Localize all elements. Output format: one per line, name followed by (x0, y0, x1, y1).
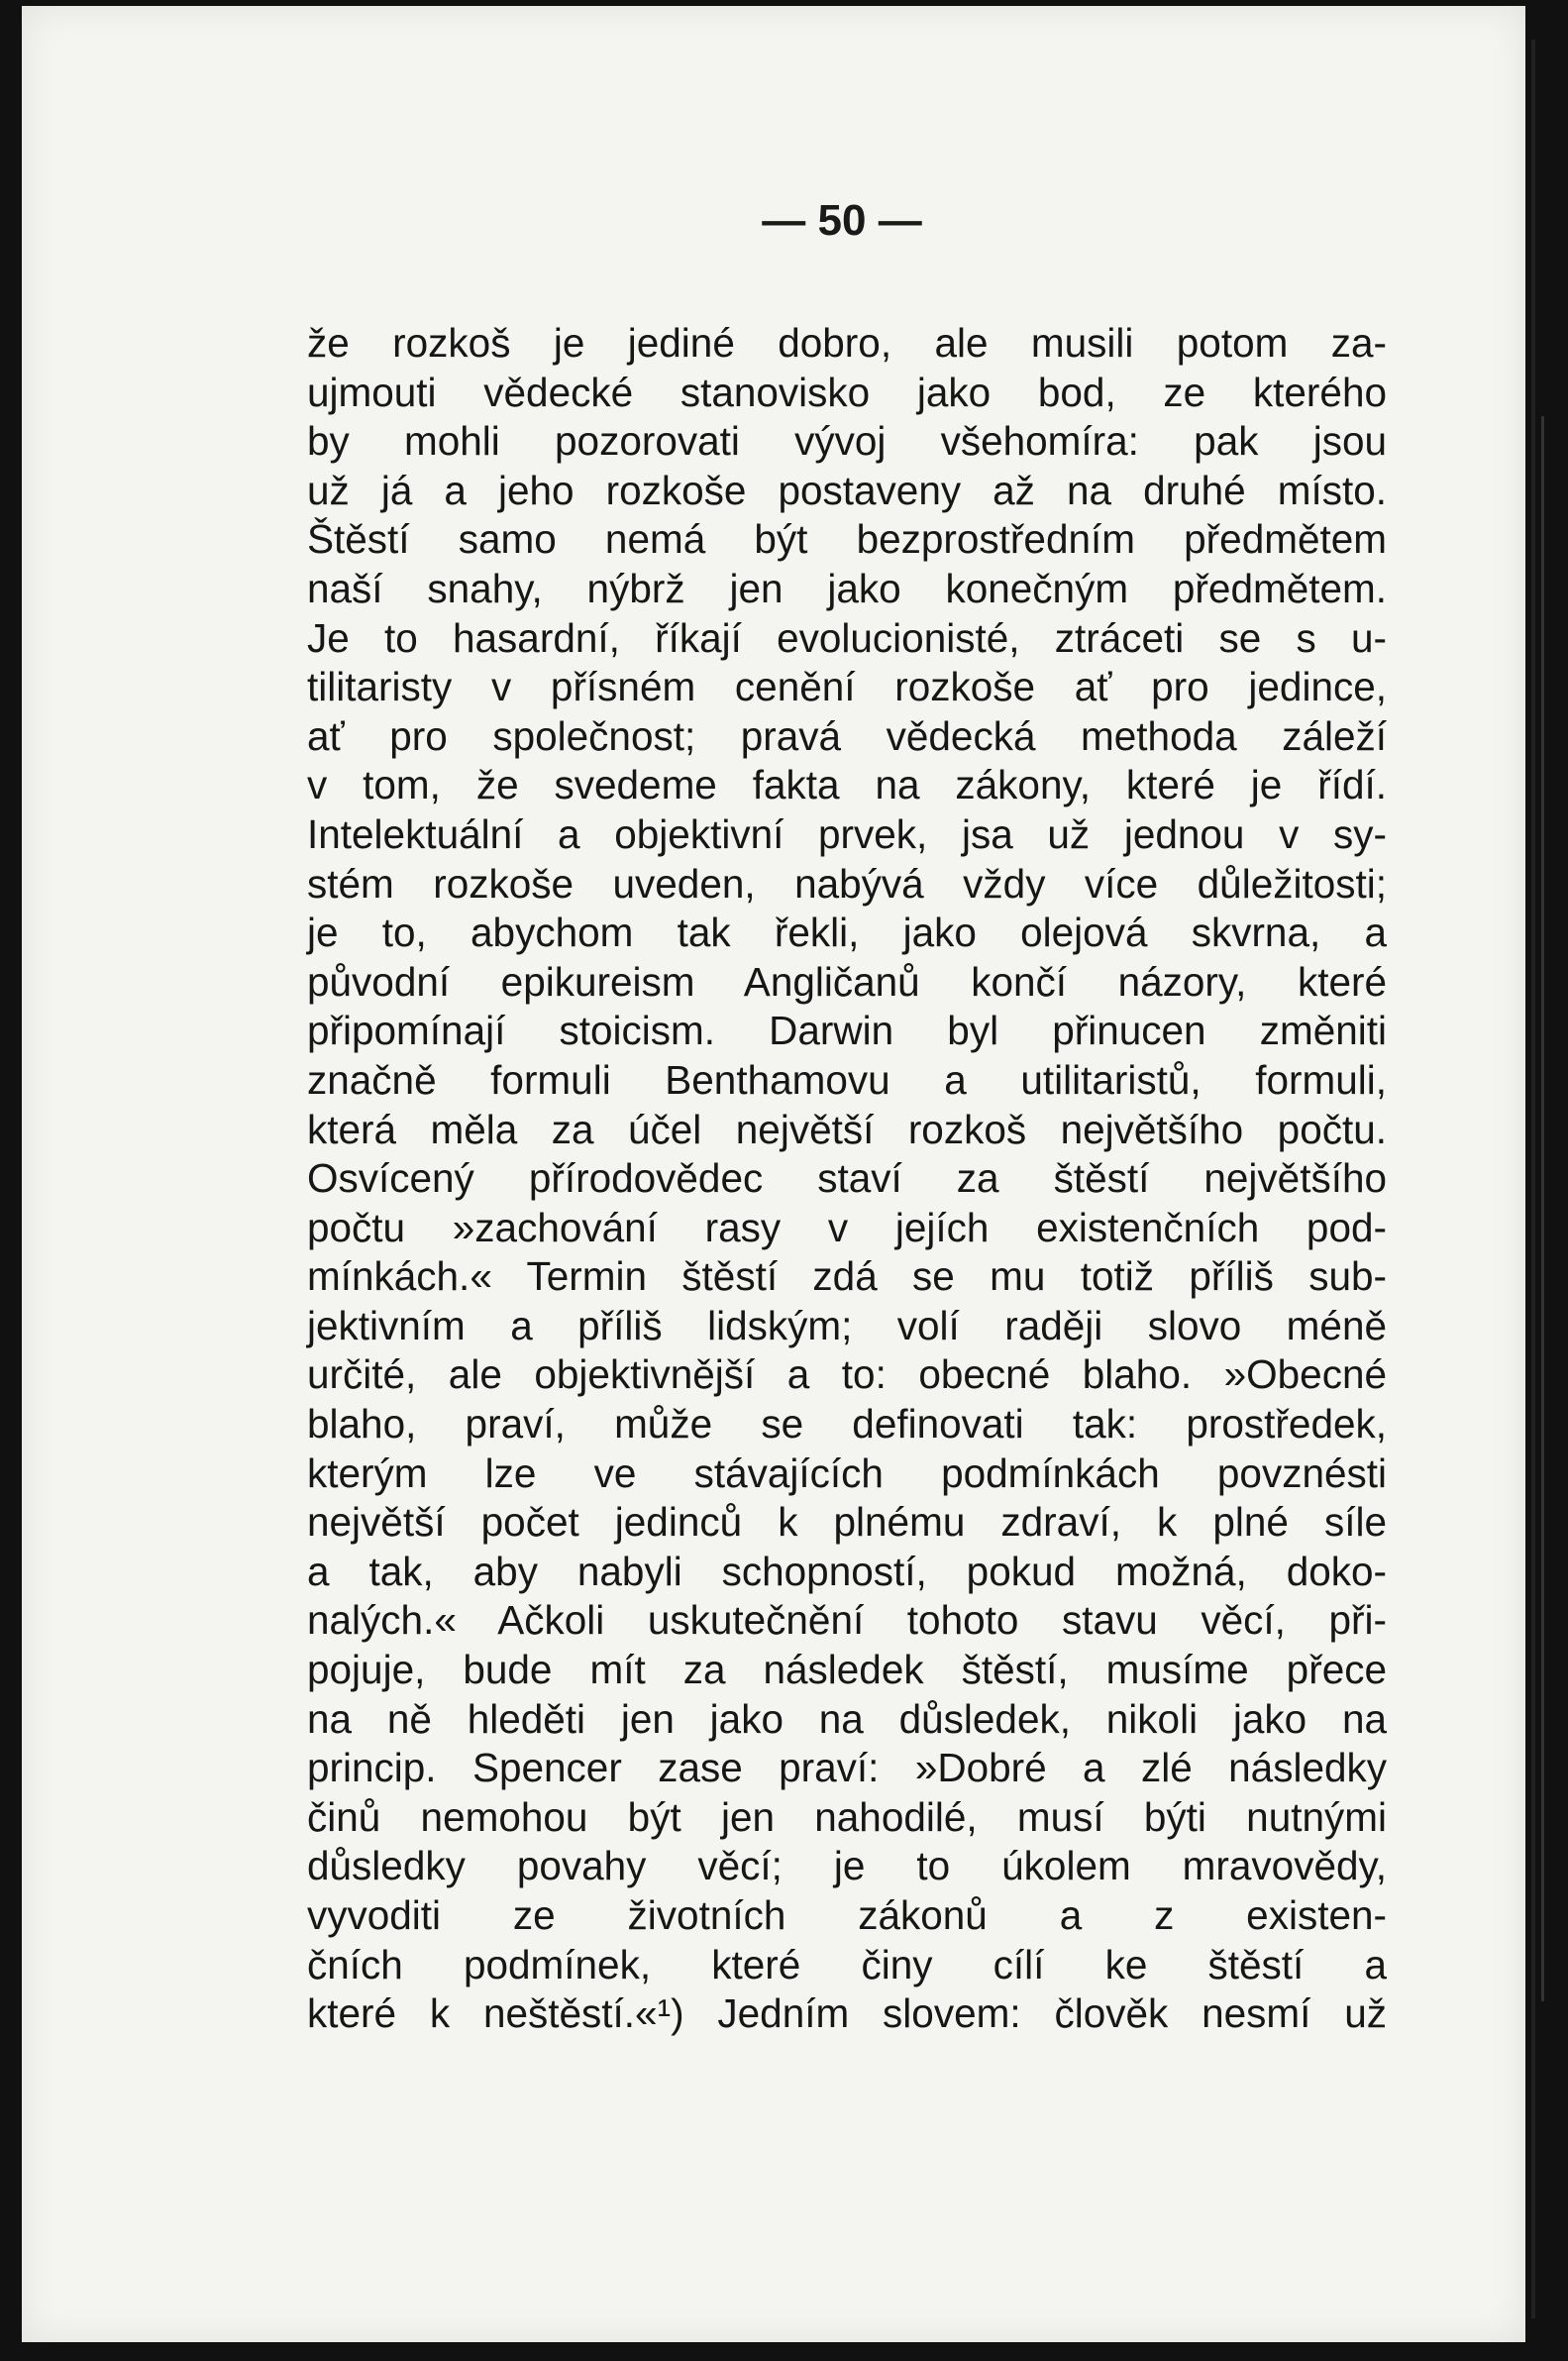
body-text (307, 319, 1387, 2039)
text-line: už já a jeho rozkoše postaveny až na druhé místo. (307, 467, 1387, 513)
text-line: činů nemohou být jen nahodilé, musí býti nutnými (307, 1793, 1387, 1840)
text-line: Osvícený přírodovědec staví za štěstí největšího (307, 1155, 1387, 1202)
text-line: ať pro společnost; pravá vědecká methoda záleží (307, 712, 1387, 759)
text-line: jektivním a příliš lidským; volí raději slovo méně (307, 1302, 1387, 1348)
text-line: připomínají stoicism. Darwin byl přinucen změniti (307, 1008, 1387, 1054)
text-line: Štěstí samo nemá být bezprostředním předmětem (307, 516, 1387, 563)
text-line: Je to hasardní, říkají evolucionisté, ztráceti se s u- (307, 614, 1387, 661)
text-line: důsledky povahy věcí; je to úkolem mravovědy, (307, 1843, 1387, 1889)
text-line: mínkách.« Termin štěstí zdá se mu totiž příliš sub- (307, 1253, 1387, 1300)
text-line: které k neštěstí.«¹) Jedním slovem: člověk nesmí už (307, 1990, 1387, 2037)
text-line: že rozkoš je jediné dobro, ale musili potom za- (307, 320, 1387, 366)
page-edge-shadow (1531, 40, 1535, 2318)
text-line: určité, ale objektivnější a to: obecné blaho. »Obecné (307, 1351, 1387, 1398)
text-line: na ně hleděti jen jako na důsledek, nikoli jako na (307, 1695, 1387, 1742)
text-line: největší počet jedinců k plnému zdraví, k plné síle (307, 1499, 1387, 1546)
text-line: vyvoditi ze životních zákonů a z existen- (307, 1892, 1387, 1938)
text-line: nalých.« Ačkoli uskutečnění tohoto stavu věcí, při- (307, 1597, 1387, 1644)
text-line: stém rozkoše uveden, nabývá vždy více důležitosti; (307, 860, 1387, 907)
text-line: je to, abychom tak řekli, jako olejová skvrna, a (307, 910, 1387, 956)
text-line: blaho, praví, může se definovati tak: prostředek, (307, 1401, 1387, 1448)
page-edge-shadow-secondary (1541, 416, 1544, 2001)
page-number: — 50 — (762, 196, 922, 245)
text-line: čních podmínek, které činy cílí ke štěstí a (307, 1941, 1387, 1987)
text-line: naší snahy, nýbrž jen jako konečným předmětem. (307, 565, 1387, 611)
text-line: Intelektuální a objektivní prvek, jsa už jednou v sy- (307, 810, 1387, 857)
text-line: která měla za účel největší rozkoš největšího počtu. (307, 1106, 1387, 1152)
text-line: původní epikureism Angličanů končí názory, které (307, 958, 1387, 1005)
text-line: by mohli pozorovati vývoj všehomíra: pak jsou (307, 418, 1387, 465)
text-line: princip. Spencer zase praví: »Dobré a zlé následky (307, 1745, 1387, 1791)
text-line: ujmouti vědecké stanovisko jako bod, ze kterého (307, 369, 1387, 415)
text-line: kterým lze ve stávajících podmínkách povznésti (307, 1449, 1387, 1496)
text-line: značně formuli Benthamovu a utilitaristů, formuli, (307, 1056, 1387, 1103)
text-line: počtu »zachování rasy v jejích existenčních pod- (307, 1204, 1387, 1250)
text-line: a tak, aby nabyli schopností, pokud možná, doko- (307, 1548, 1387, 1594)
text-line: pojuje, bude mít za následek štěstí, musíme přece (307, 1647, 1387, 1693)
text-line: tilitaristy v přísném cenění rozkoše ať pro jedince, (307, 664, 1387, 710)
text-line: v tom, že svedeme fakta na zákony, které je řídí. (307, 762, 1387, 808)
